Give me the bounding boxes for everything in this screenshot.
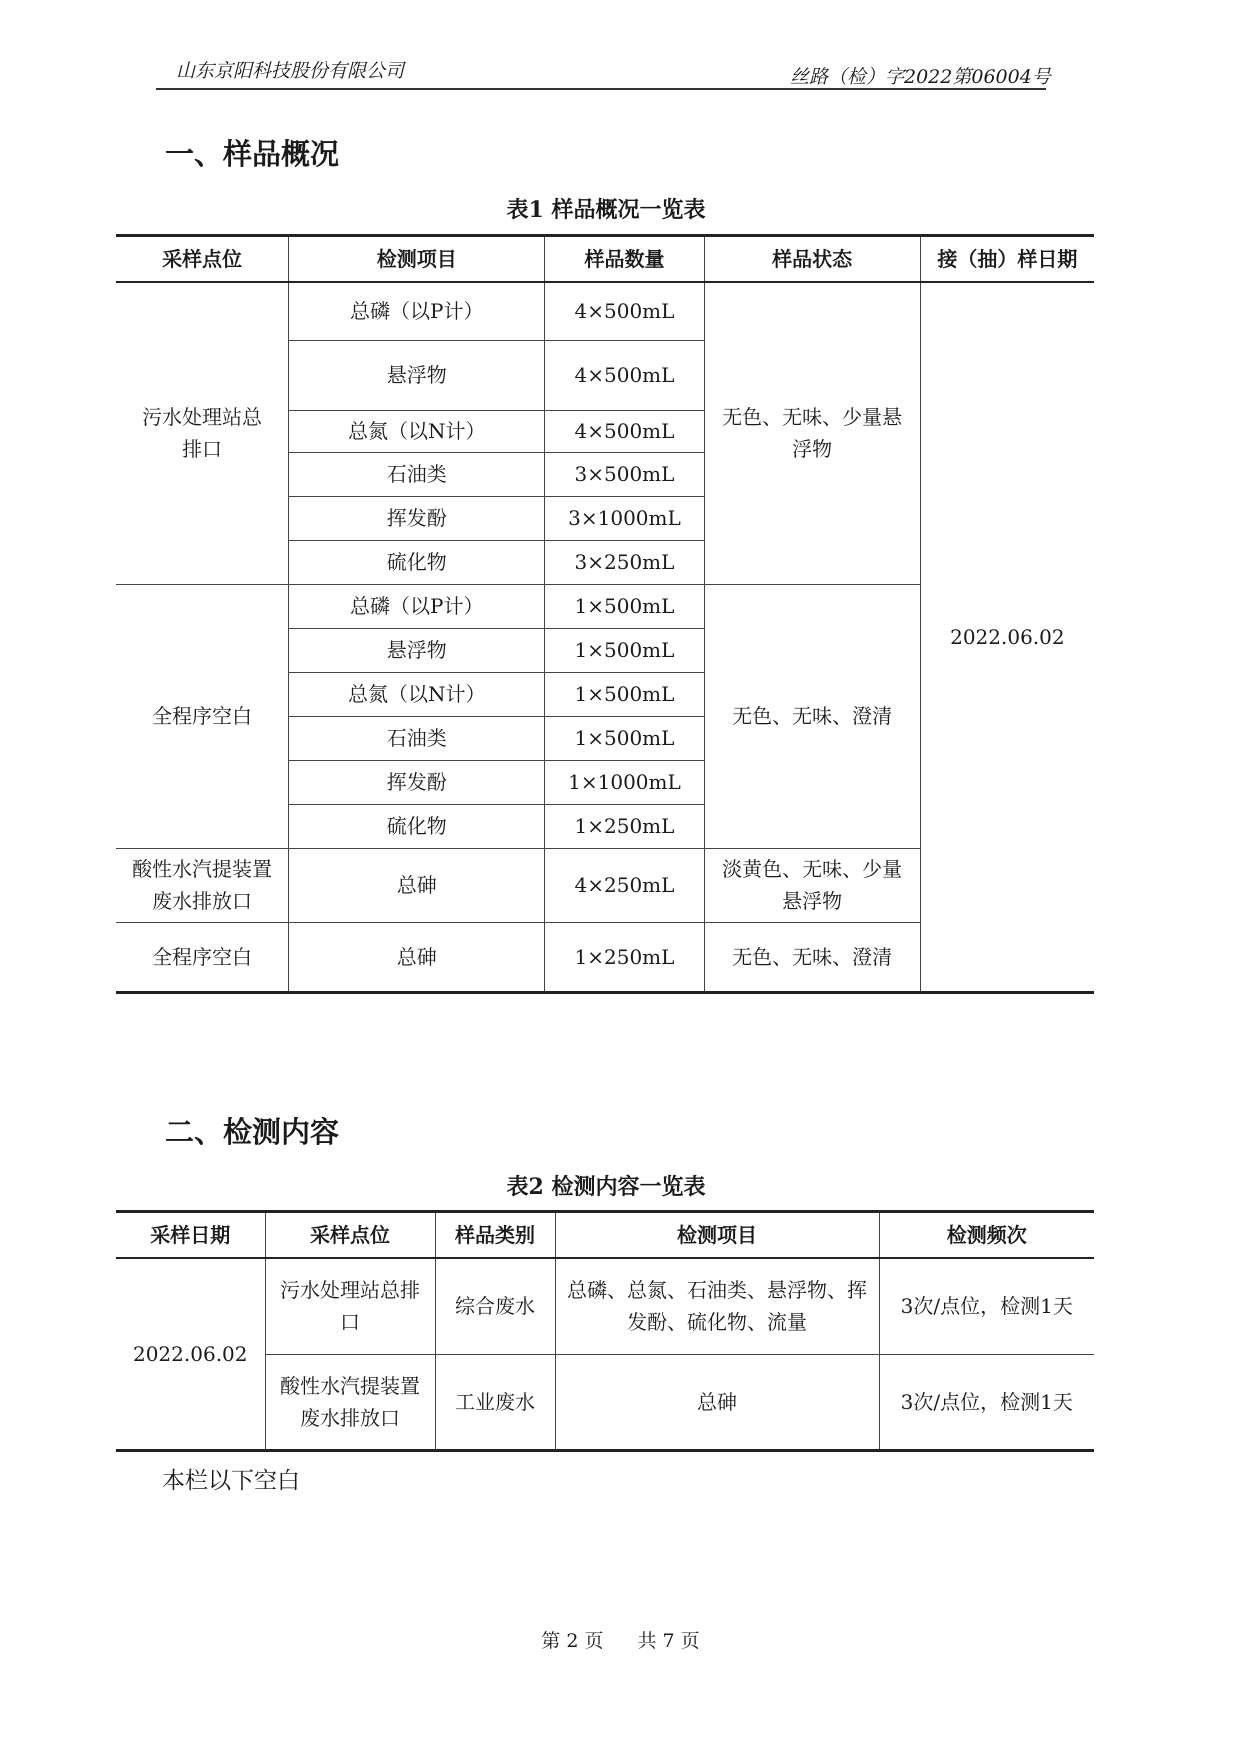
- test-item: 挥发酚: [289, 496, 545, 540]
- sample-type: 工业废水: [435, 1354, 555, 1450]
- table-2-caption: 表2 检测内容一览表: [506, 1174, 706, 1200]
- page-number: 第 2 页: [541, 1630, 604, 1652]
- page-footer: [0, 1626, 1241, 1653]
- test-item: 挥发酚: [289, 760, 545, 804]
- column-header: 检测频次: [879, 1212, 1094, 1259]
- sample-quantity: 1×500mL: [545, 672, 704, 716]
- sampling-point: 酸性水汽提装置废水排放口: [265, 1354, 435, 1450]
- test-frequency: 3次/点位，检测1天: [879, 1258, 1094, 1354]
- report-number: 丝路（检）字2022第06004号: [790, 66, 1051, 88]
- sample-state: 淡黄色、无味、少量悬浮物: [704, 848, 920, 922]
- sampling-point: 酸性水汽提装置废水排放口: [116, 848, 289, 922]
- table-row: [116, 1258, 1094, 1354]
- test-item: 硫化物: [289, 804, 545, 848]
- test-item: 总氮（以N计）: [289, 672, 545, 716]
- sample-quantity: 4×500mL: [545, 282, 704, 340]
- column-header: 采样点位: [116, 236, 289, 283]
- sample-quantity: 1×250mL: [545, 804, 704, 848]
- sample-quantity: 3×500mL: [545, 452, 704, 496]
- test-item: 石油类: [289, 452, 545, 496]
- sample-quantity: 4×500mL: [545, 340, 704, 410]
- column-header: 检测项目: [555, 1212, 879, 1259]
- test-item: 硫化物: [289, 540, 545, 584]
- column-header: 样品状态: [704, 236, 920, 283]
- column-header: 样品类别: [435, 1212, 555, 1259]
- section-1-title: 一、样品概况: [165, 137, 340, 171]
- sampling-point: 污水处理站总排口: [116, 282, 289, 584]
- sample-quantity: 1×500mL: [545, 584, 704, 628]
- column-header: 采样点位: [265, 1212, 435, 1259]
- sample-state: 无色、无味、澄清: [704, 584, 920, 848]
- sample-state: 无色、无味、澄清: [704, 922, 920, 992]
- test-item: 悬浮物: [289, 340, 545, 410]
- page-total: 共 7 页: [637, 1630, 700, 1652]
- sample-quantity: 3×1000mL: [545, 496, 704, 540]
- blank-below-note: 本栏以下空白: [162, 1468, 300, 1494]
- sample-type: 综合废水: [435, 1258, 555, 1354]
- test-item: 总砷: [289, 848, 545, 922]
- column-header: 接（抽）样日期: [920, 236, 1094, 283]
- receive-date: 2022.06.02: [920, 282, 1094, 992]
- test-item: 悬浮物: [289, 628, 545, 672]
- test-item: 总氮（以N计）: [289, 410, 545, 452]
- sample-state: 无色、无味、少量悬浮物: [704, 282, 920, 584]
- company-name: 山东京阳科技股份有限公司: [176, 60, 405, 82]
- test-item: 石油类: [289, 716, 545, 760]
- sampling-point: 全程序空白: [116, 922, 289, 992]
- column-header: 采样日期: [116, 1212, 265, 1259]
- sample-overview-table: [116, 234, 1094, 994]
- test-items: 总磷、总氮、石油类、悬浮物、挥发酚、硫化物、流量: [555, 1258, 879, 1354]
- sampling-point: 全程序空白: [116, 584, 289, 848]
- test-item: 总磷（以P计）: [289, 584, 545, 628]
- sample-quantity: 1×1000mL: [545, 760, 704, 804]
- sample-quantity: 4×500mL: [545, 410, 704, 452]
- sample-quantity: 1×500mL: [545, 628, 704, 672]
- test-content-table: [116, 1210, 1094, 1452]
- sample-quantity: 3×250mL: [545, 540, 704, 584]
- section-2-title: 二、检测内容: [165, 1115, 340, 1149]
- header-rule: [156, 88, 1046, 90]
- column-header: 检测项目: [289, 236, 545, 283]
- table-1-header-row: [116, 236, 1094, 283]
- table-2-header-row: [116, 1212, 1094, 1259]
- column-header: 样品数量: [545, 236, 704, 283]
- test-item: 总磷（以P计）: [289, 282, 545, 340]
- sample-quantity: 1×500mL: [545, 716, 704, 760]
- sample-quantity: 4×250mL: [545, 848, 704, 922]
- table-row: [116, 282, 1094, 340]
- sampling-point: 污水处理站总排口: [265, 1258, 435, 1354]
- table-1-caption: 表1 样品概况一览表: [506, 197, 706, 223]
- sample-quantity: 1×250mL: [545, 922, 704, 992]
- test-frequency: 3次/点位，检测1天: [879, 1354, 1094, 1450]
- test-items: 总砷: [555, 1354, 879, 1450]
- sampling-date: 2022.06.02: [116, 1258, 265, 1450]
- test-item: 总砷: [289, 922, 545, 992]
